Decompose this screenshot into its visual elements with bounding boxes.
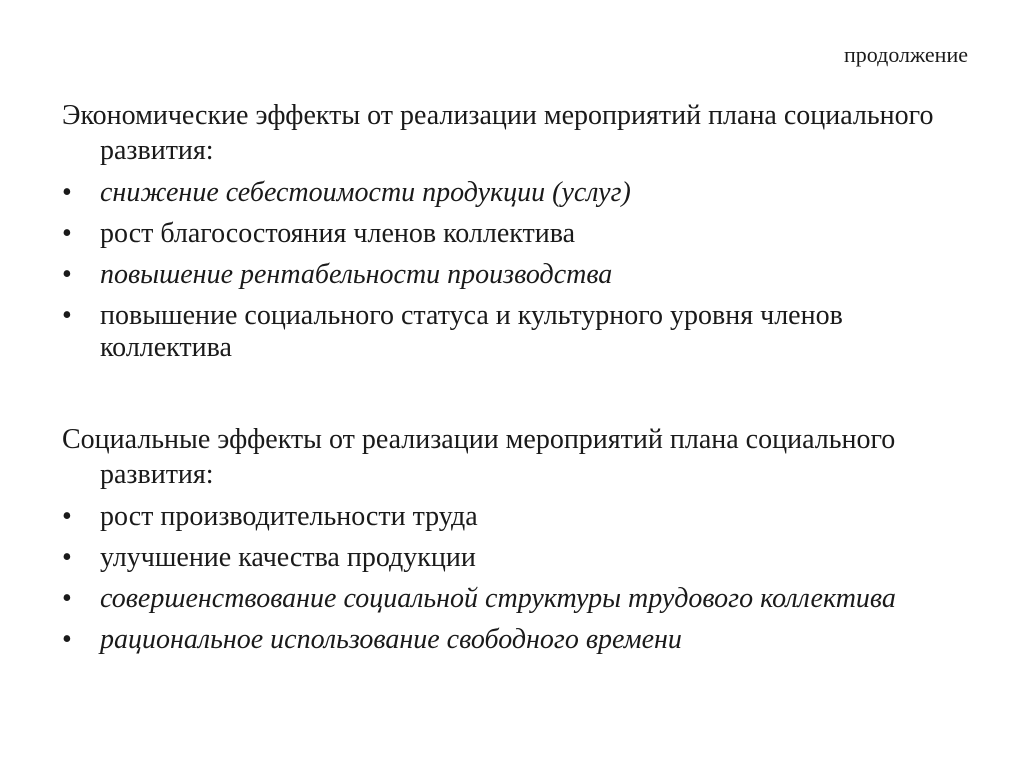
list-item-text: совершенствование социальной структуры трудового коллектива xyxy=(100,583,896,614)
list-item xyxy=(62,259,962,291)
list-item xyxy=(62,501,962,533)
bullet-icon: • xyxy=(62,259,72,290)
list-item xyxy=(62,583,962,615)
bullet-icon: • xyxy=(62,177,72,208)
list-item-text: снижение себестоимости продукции (услуг) xyxy=(100,177,631,208)
list-item-text: повышение социального статуса и культурного уровня членов коллектива xyxy=(100,300,843,363)
bullet-icon: • xyxy=(62,501,72,532)
list-item-text: рациональное использование свободного времени xyxy=(100,624,682,655)
list-item xyxy=(62,624,962,656)
list-item-text: повышение рентабельности производства xyxy=(100,259,613,290)
social-effects-heading: Социальные эффекты от реализации мероприятий плана социального развития: xyxy=(62,424,896,490)
bullet-icon: • xyxy=(62,624,72,655)
list-item-text: рост производительности труда xyxy=(100,501,478,532)
continuation-label: продолжение xyxy=(843,42,968,67)
economic-effects-section xyxy=(62,98,962,364)
bullet-icon: • xyxy=(62,300,72,331)
bullet-icon: • xyxy=(62,542,72,573)
list-item-text: улучшение качества продукции xyxy=(100,542,476,573)
list-item xyxy=(62,542,962,574)
bullet-icon: • xyxy=(62,218,72,249)
list-item xyxy=(62,218,962,250)
list-item xyxy=(62,300,962,364)
list-item-text: рост благосостояния членов коллектива xyxy=(100,218,576,249)
list-item xyxy=(62,177,962,209)
economic-effects-list xyxy=(62,177,962,364)
social-effects-section xyxy=(62,422,962,656)
bullet-icon: • xyxy=(62,583,72,614)
economic-effects-heading: Экономические эффекты от реализации мероприятий плана социального развития: xyxy=(62,100,934,166)
social-effects-list xyxy=(62,501,962,656)
